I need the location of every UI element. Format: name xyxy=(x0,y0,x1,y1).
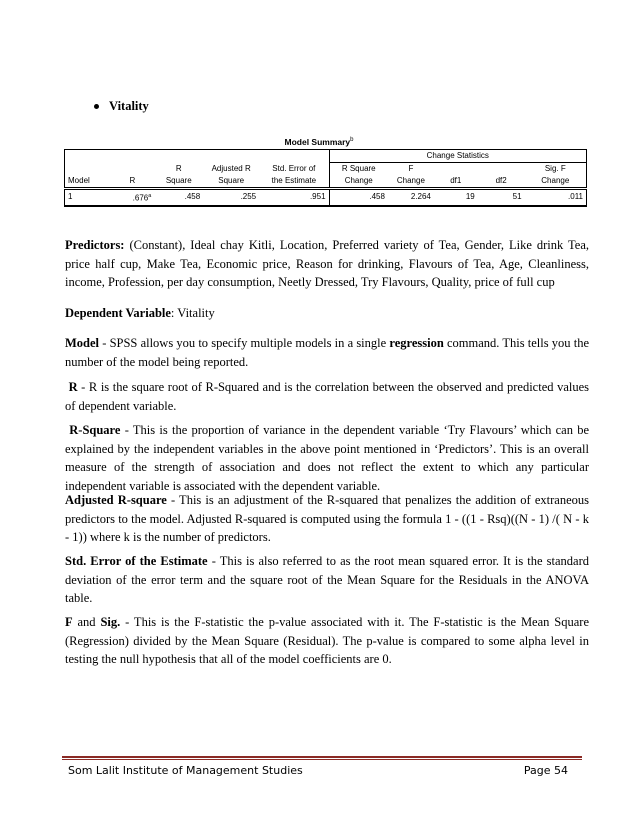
r-paragraph: R - R is the square root of R-Squared and is the correlation between the observed and predicted values of dependent variable. xyxy=(65,380,589,413)
table-title-text: Model Summary xyxy=(284,137,351,147)
change-statistics-header: Change Statistics xyxy=(329,150,586,163)
dependent-variable-paragraph: Dependent Variable: Vitality xyxy=(65,306,215,320)
f-sig-paragraph: F and Sig. - This is the F-statistic the p-value associated with it. The F-statistic is the Mean Square (Regression) divided by the Mean Square (Residual). The p-value is compared to some alpha level in testing the null hypothesis that all of the model coefficients are 0. xyxy=(65,615,589,666)
table-header-group-row xyxy=(65,150,587,163)
std-error-paragraph: Std. Error of the Estimate - This is also referred to as the root mean squared error. It is the standard deviation of the error term and the square root of the Mean Square for the Residuals in the ANOVA table. xyxy=(65,554,589,605)
r-square-paragraph: R-Square - This is the proportion of variance in the dependent variable ‘Try Flavours’ which can be explained by the independent variables in the above point mentioned in ‘Predictors’. This is an overall measure of the strength of association and does not reflect the extent to which any particular independent variable is associated with the dependent variable. xyxy=(65,423,589,493)
footer-page-number: Page 54 xyxy=(523,764,568,777)
predictors-paragraph: Predictors: (Constant), Ideal chay Kitli, Location, Preferred variety of Tea, Gender, Like drink Tea, price half cup, Make Tea, Economic price, Reason for drinking, Flavours of Tea, Age, Cleanliness, income, Profession, per day consumption, Neetly Dressed, Try Flavours, Quality, price of full cup xyxy=(65,238,589,289)
table-row: 1 .676$^a$ .458 .255 .951 .458 2.264 19 51 .011 xyxy=(65,189,587,206)
section-bullet xyxy=(94,99,149,114)
table-title xyxy=(0,137,638,147)
bullet-dot-icon xyxy=(94,104,99,109)
model-paragraph: Model - SPSS allows you to specify multiple models in a single regression command. This tells you the number of the model being reported. xyxy=(65,336,589,369)
footer-rule xyxy=(62,756,582,758)
section-title: Vitality xyxy=(109,99,149,113)
footer-rule-thin xyxy=(62,759,582,760)
table-header-bottom-row: Model R Square Square the Estimate Change Change df1 df2 Change xyxy=(65,175,587,189)
adjusted-r-square-paragraph: Adjusted R-square - This is an adjustment of the R-squared that penalizes the addition of extraneous predictors to the model. Adjusted R-squared is computed using the formula 1 - ((1 - Rsq)((N - 1) /( N - k - 1)) where k is the number of predictors. xyxy=(65,493,589,544)
table-header-top-row: R Adjusted R Std. Error of R Square F Sig. F xyxy=(65,163,587,176)
footer-institute: Som Lalit Institute of Management Studies xyxy=(68,764,303,777)
table-title-note: b xyxy=(350,137,354,144)
model-summary-table xyxy=(64,149,587,207)
